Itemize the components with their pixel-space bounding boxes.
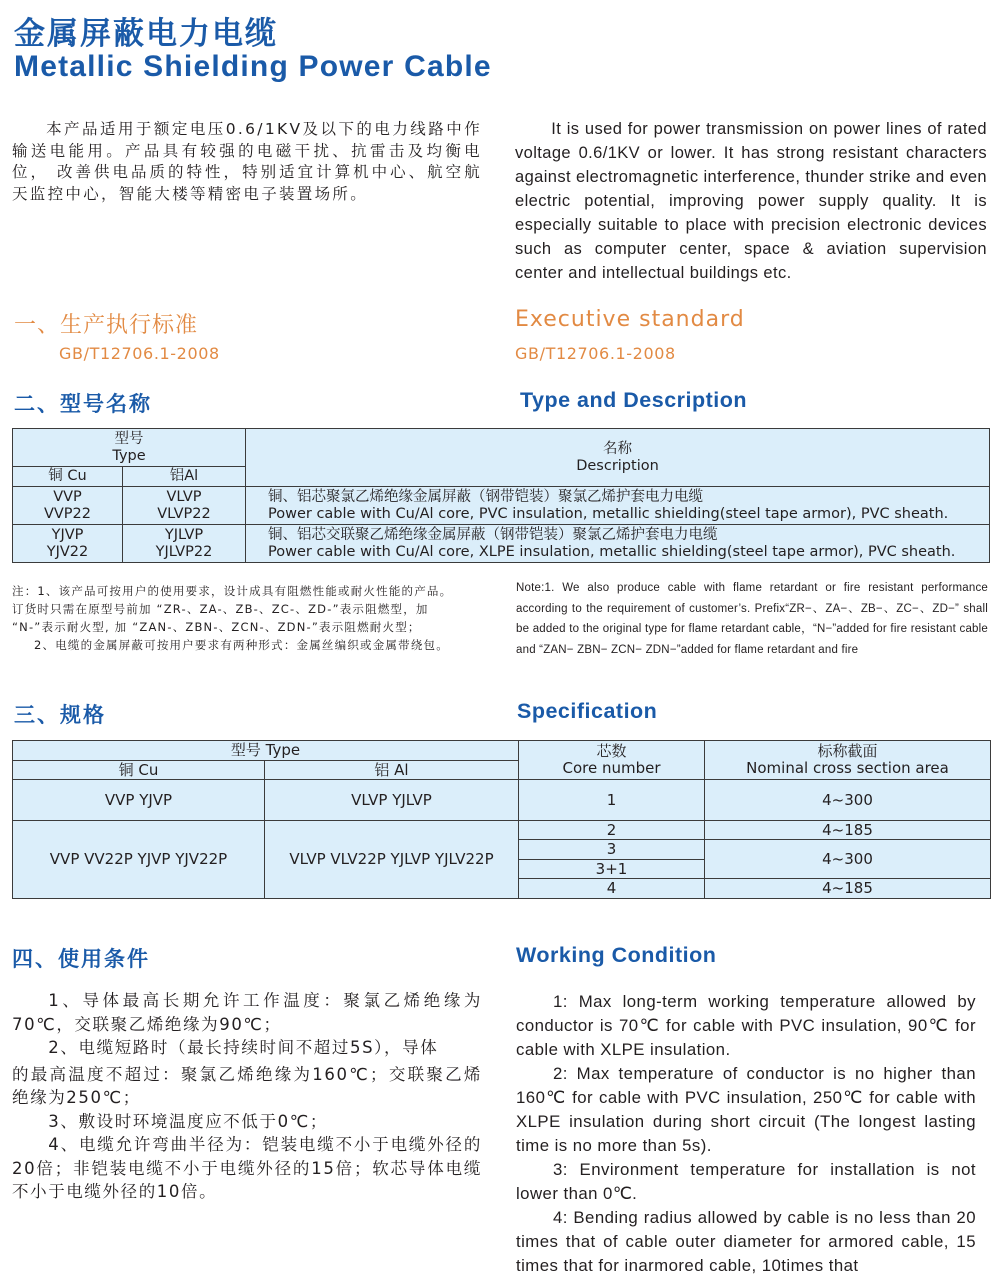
type-header-cell bbox=[13, 429, 246, 467]
condition-en-1: 1: Max long-term working temperature allowed by conductor is 70℃ for cable with PVC insulation, 90℃ for cable with XLPE insulation. bbox=[516, 992, 976, 1059]
table-row bbox=[13, 525, 990, 563]
condition-cn-2: 2、电缆短路时（最长持续时间不超过5S），导体 bbox=[48, 1038, 439, 1057]
condition-cn-1: 1、导体最高长期允许工作温度：聚氯乙烯绝缘为70℃，交联聚乙烯绝缘为90℃； bbox=[12, 991, 482, 1034]
cross-section: 4~185 bbox=[705, 879, 991, 899]
spec-heading-cn: 三、规格 bbox=[14, 703, 106, 727]
intro-cn: 本产品适用于额定电压0.6/1KV及以下的电力线路中作输送电能用。产品具有较强的电磁干扰、抗雷击及均衡电位， 改善供电品质的特性，特别适宜计算机中心、航空航天监控中心，智能大楼等精密电子装置场所。 bbox=[12, 120, 482, 203]
core-number: 3 bbox=[519, 840, 705, 860]
condition-en-3: 3: Environment temperature for installation is not lower than 0℃. bbox=[516, 1160, 976, 1203]
note-en: Note:1. We also produce cable with flame retardant or fire resistant performance according to the requirement of customer’s. Prefix“ZR−、ZA−、ZB−、ZC−、ZD−” shall be added to the original type for flame retardant cable，“N−”added for fire resistant cable and “ZAN− ZBN− ZCN− ZDN−”added for flame retardant and fire bbox=[516, 582, 988, 656]
type-cu: YJVP bbox=[51, 526, 84, 543]
core-number-header-cn: 芯数 bbox=[596, 742, 627, 760]
cu-header: 铜 Cu bbox=[13, 467, 123, 487]
type-table bbox=[12, 428, 990, 563]
page-title-en: Metallic Shielding Power Cable bbox=[14, 50, 492, 83]
description-en: Power cable with Cu/Al core, XLPE insulation, metallic shielding(steel tape armor), PVC sheath. bbox=[268, 543, 956, 560]
note-cn bbox=[12, 582, 460, 654]
spec-cu-header: 铜 Cu bbox=[13, 761, 265, 780]
type-heading-en: Type and Description bbox=[520, 388, 748, 412]
description-header-en: Description bbox=[576, 457, 659, 474]
spec-al-types: VLVP VLV22P YJLVP YJLV22P bbox=[265, 821, 519, 899]
cross-section: 4~300 bbox=[705, 840, 991, 879]
description-cn: 铜、铝芯交联聚乙烯绝缘金属屏蔽（钢带铠装）聚氯乙烯护套电力电缆 bbox=[268, 526, 718, 543]
description-header-cn: 名称 bbox=[603, 440, 632, 457]
type-header-cn: 型号 bbox=[114, 430, 144, 447]
cross-section-header-cn: 标称截面 bbox=[817, 742, 878, 760]
core-number: 3+1 bbox=[519, 860, 705, 879]
spec-type-header: 型号 Type bbox=[13, 741, 519, 761]
spec-cu-types: VVP VV22P YJVP YJV22P bbox=[13, 821, 265, 899]
table-row bbox=[13, 780, 991, 821]
cross-section: 4~300 bbox=[705, 780, 991, 821]
condition-cn-3: 3、敷设时环境温度应不低于0℃； bbox=[48, 1111, 328, 1131]
intro-en: It is used for power transmission on power lines of rated voltage 0.6/1KV or lower. It has strong resistant characters against electromagnetic interference, thunder strike and even electric potential, improving power supply quality. It is especially suitable to place with precision electronic devices such as computer center, space & aviation supervision center and intellectual buildings etc. bbox=[515, 120, 987, 282]
core-number-header-en: Core number bbox=[562, 759, 661, 777]
type-al: YJLVP bbox=[164, 526, 204, 543]
note-cn-1: 注：1、该产品可按用户的使用要求，设计成具有阻燃性能或耐火性能的产品。 订货时只需在原型号前加 “ZR-、ZA-、ZB-、ZC-、ZD-”表示阻燃型，加 “N-”表示耐火型, 加 “ZAN-、ZBN-、ZCN-、ZDN-”表示阻燃耐火型； bbox=[12, 584, 453, 634]
spec-al-types: VLVP YJLVP bbox=[265, 780, 519, 821]
table-row bbox=[13, 487, 990, 525]
type-al: VLVP bbox=[166, 488, 202, 505]
page-title-cn: 金属屏蔽电力电缆 bbox=[14, 16, 278, 52]
standard-code-cn: GB/T12706.1-2008 bbox=[59, 344, 220, 363]
core-number: 2 bbox=[519, 821, 705, 840]
type-cu: VVP22 bbox=[43, 505, 92, 522]
working-conditions-en bbox=[516, 990, 976, 1278]
cross-section: 4~185 bbox=[705, 821, 991, 840]
type-cu: VVP bbox=[53, 488, 82, 505]
working-heading-en: Working Condition bbox=[516, 943, 717, 967]
description-en: Power cable with Cu/Al core, PVC insulation, metallic shielding(steel tape armor), PVC sheath. bbox=[268, 505, 949, 522]
working-conditions-cn bbox=[12, 989, 482, 1204]
description-header-cell bbox=[246, 429, 990, 487]
cross-section-header-en: Nominal cross section area bbox=[746, 759, 949, 777]
spec-heading-en: Specification bbox=[517, 699, 658, 723]
type-cu: YJV22 bbox=[46, 543, 89, 560]
description-cn: 铜、铝芯聚氯乙烯绝缘金属屏蔽（钢带铠装）聚氯乙烯护套电力电缆 bbox=[268, 488, 703, 505]
condition-cn-4: 4、电缆允许弯曲半径为：铠装电缆不小于电缆外径的20倍；非铠装电缆不小于电缆外径的15倍；软芯导体电缆不小于电缆外径的10倍。 bbox=[12, 1135, 482, 1201]
note-cn-2: 2、电缆的金属屏蔽可按用户要求有两种形式：金属丝编织或金属带绕包。 bbox=[34, 638, 449, 652]
spec-cu-types: VVP YJVP bbox=[13, 780, 265, 821]
working-heading-cn: 四、使用条件 bbox=[12, 947, 150, 971]
condition-en-2: 2: Max temperature of conductor is no higher than 160℃ for cable with PVC insulation, 250℃ for cable with XLPE insulation during short circuit (The longest lasting time is no more than 5s). bbox=[516, 1064, 976, 1155]
condition-en-4: 4: Bending radius allowed by cable is no less than 20 times that of cable outer diameter for armored cable, 15 times that for inarmored cable, 10times that bbox=[516, 1208, 976, 1275]
core-number: 4 bbox=[519, 879, 705, 899]
condition-cn-2-cont: 的最高温度不超过：聚氯乙烯绝缘为160℃；交联聚乙烯绝缘为250℃； bbox=[12, 1064, 482, 1107]
spec-table bbox=[12, 740, 991, 899]
core-number-header bbox=[519, 741, 705, 780]
al-header: 铝Al bbox=[123, 467, 246, 487]
spec-al-header: 铝 Al bbox=[265, 761, 519, 780]
standard-code-en: GB/T12706.1-2008 bbox=[515, 344, 676, 363]
type-heading-cn: 二、型号名称 bbox=[14, 392, 152, 416]
type-al: VLVP22 bbox=[157, 505, 211, 522]
standard-heading-en: Executive standard bbox=[515, 307, 745, 332]
cross-section-header bbox=[705, 741, 991, 780]
type-al: YJLVP22 bbox=[155, 543, 213, 560]
core-number: 1 bbox=[519, 780, 705, 821]
table-row bbox=[13, 821, 991, 840]
type-header-en: Type bbox=[112, 447, 146, 464]
standard-heading-cn: 一、生产执行标准 bbox=[14, 313, 199, 338]
